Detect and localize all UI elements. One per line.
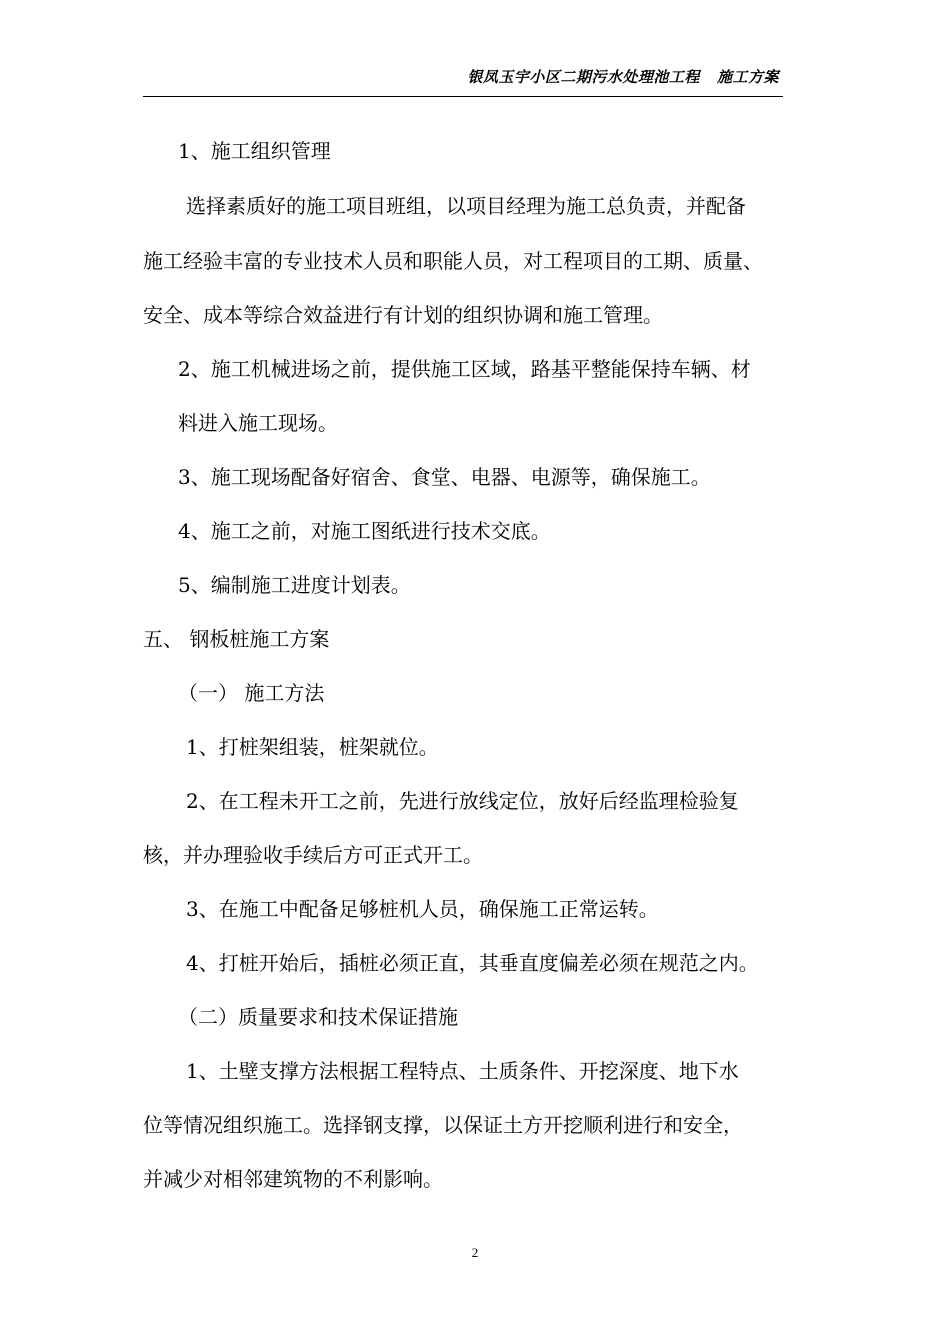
subsection-heading: （一） 施工方法 [178,681,325,705]
paragraph-line: 选择素质好的施工项目班组，以项目经理为施工总负责，并配备 [186,194,746,218]
paragraph-line: 核，并办理验收手续后方可正式开工。 [143,843,483,867]
paragraph-line: 5、编制施工进度计划表。 [178,573,411,597]
header-title: 银凤玉宇小区二期污水处理池工程 施工方案 [467,68,779,86]
paragraph-line: 安全、成本等综合效益进行有计划的组织协调和施工管理。 [143,303,663,327]
paragraph-line: 4、施工之前，对施工图纸进行技术交底。 [178,519,551,543]
paragraph-line: 1、土壁支撑方法根据工程特点、土质条件、开挖深度、地下水 [186,1059,739,1083]
paragraph-line: 1、打桩架组装，桩架就位。 [186,735,439,759]
section-item-1-title: 1、施工组织管理 [178,139,331,163]
paragraph-line: 3、在施工中配备足够桩机人员，确保施工正常运转。 [186,897,659,921]
subsection-heading: （二）质量要求和技术保证措施 [178,1005,458,1029]
paragraph-line: 4、打桩开始后，插桩必须正直，其垂直度偏差必须在规范之内。 [186,951,759,975]
page-number: 2 [471,1245,479,1260]
paragraph-line: 2、施工机械进场之前，提供施工区域，路基平整能保持车辆、材 [178,357,751,381]
section-heading: 五、 钢板桩施工方案 [143,627,330,651]
paragraph-line: 料进入施工现场。 [178,411,338,435]
paragraph-line: 位等情况组织施工。选择钢支撑，以保证土方开挖顺利进行和安全， [143,1113,743,1137]
paragraph-line: 3、施工现场配备好宿舍、食堂、电器、电源等，确保施工。 [178,465,711,489]
page-header [143,66,783,97]
paragraph-line: 施工经验丰富的专业技术人员和职能人员，对工程项目的工期、质量、 [143,249,763,273]
paragraph-line: 并减少对相邻建筑物的不利影响。 [143,1167,443,1191]
paragraph-line: 2、在工程未开工之前，先进行放线定位，放好后经监理检验复 [186,789,739,813]
